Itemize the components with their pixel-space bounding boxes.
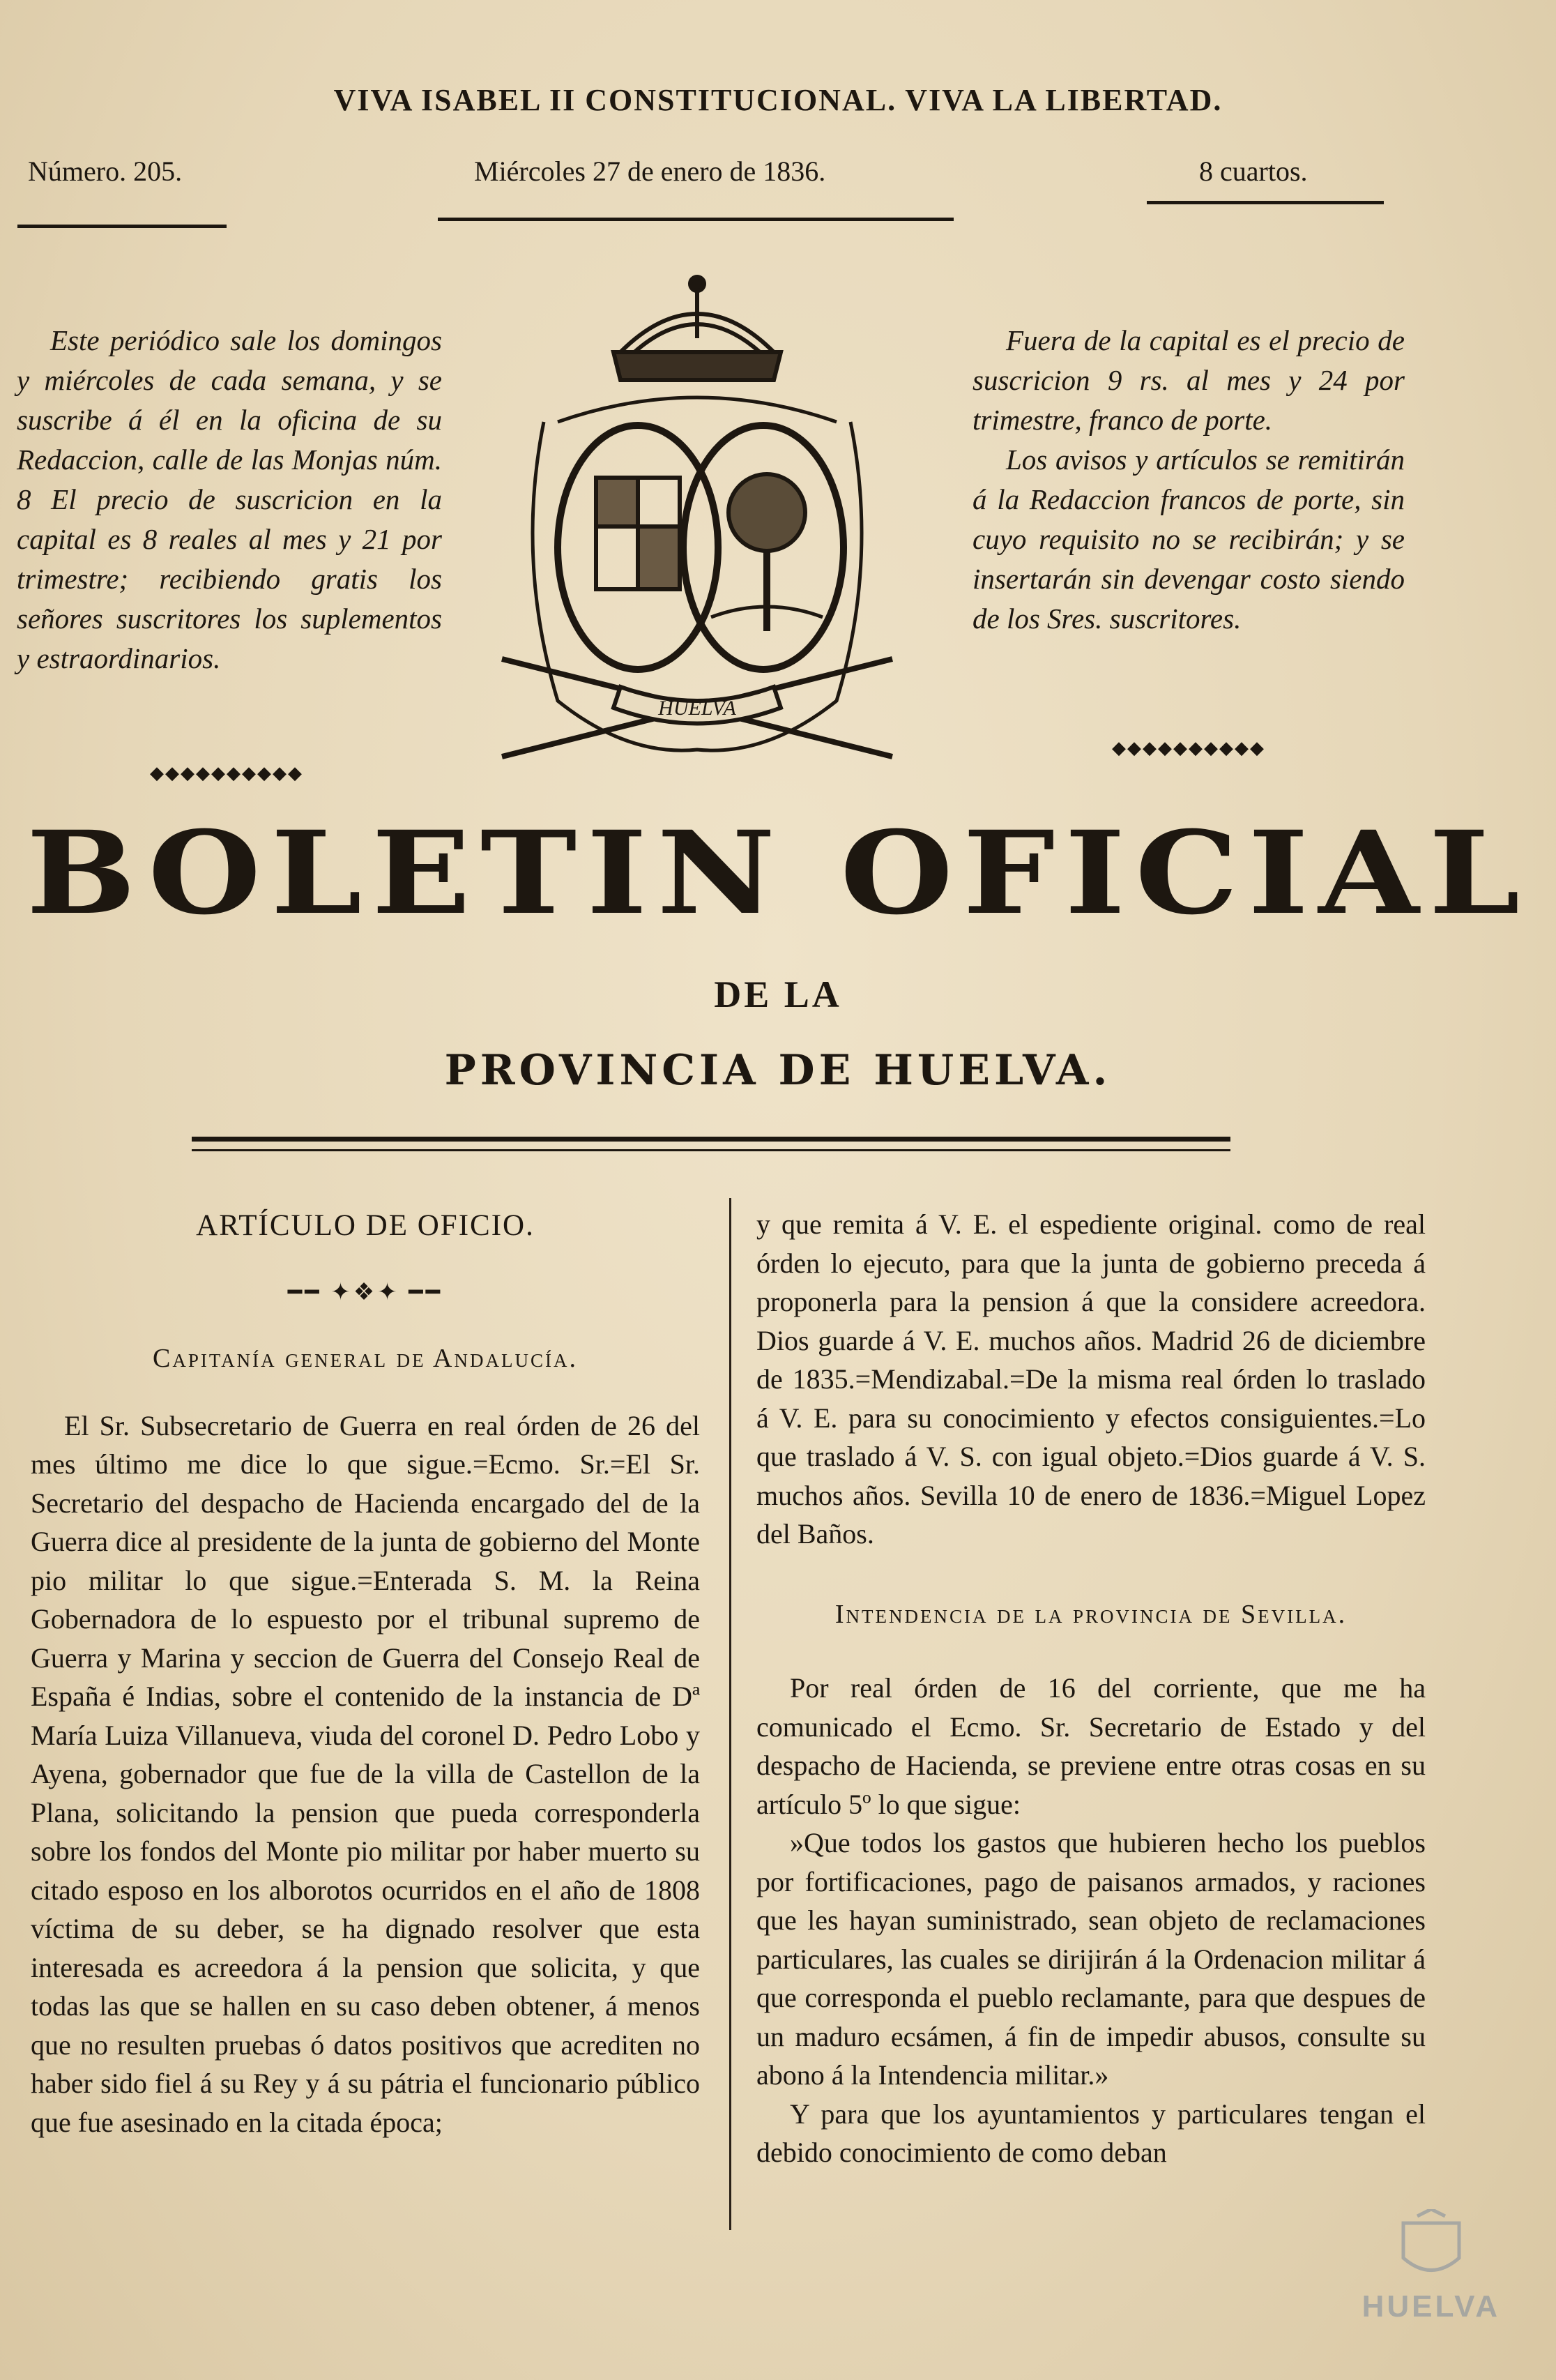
- section-divider: ━━ ✦❖✦ ━━: [287, 1279, 443, 1305]
- right-column-paragraph-3: Y para que los ayuntamientos y particulares tengan el debido conocimiento de como deban: [756, 2098, 1426, 2168]
- watermark-emblem-icon: [1389, 2209, 1473, 2286]
- section-title-oficio: ARTÍCULO DE OFICIO.: [196, 1209, 535, 1242]
- issue-price: 8 cuartos.: [1199, 156, 1308, 187]
- subscription-notice-text: Este periódico sale los domingos y miércoles de cada semana, y se suscribe á él en la oficina de su Redaccion, calle de las Monjas núm. 8 El precio de suscricion en la capital es 8 reales al mes y 21 por trimestre; recibiendo gratis los señores suscritores los suplementos y estraordinarios.: [17, 324, 442, 674]
- pricing-notice-text-2: Los avisos y artículos se remitirán á la Redaccion francos de porte, sin cuyo requisito no se recibirán; y se insertarán sin devengar costo siendo de los Sres. suscritores.: [972, 444, 1405, 635]
- ribbon-label: HUELVA: [658, 697, 736, 720]
- header-rule-center: [438, 218, 954, 221]
- header-rule-right: [1147, 201, 1384, 204]
- subsection-title-intendencia: Intendencia de la provincia de Sevilla.: [834, 1599, 1348, 1629]
- masthead-subtitle: DE LA: [714, 973, 842, 1015]
- masthead-title: BOLETIN OFICIAL: [26, 805, 1530, 940]
- subscription-notice: [17, 321, 442, 679]
- right-column: [756, 1208, 1426, 2172]
- pricing-notice-text-1: Fuera de la capital es el precio de suscricion 9 rs. al mes y 24 por trimestre, franco de porte.: [972, 324, 1405, 436]
- right-column-continuation: y que remita á V. E. el espediente original. como de real órden lo ejecuto, para que la junta de gobierno preceda á proponerla para la pension á que la considere acreedora. Dios guarde á V. E. muchos años. Madrid 26 de diciembre de 1835.=Mendizabal.=De la misma real órden lo traslado á V. E. para su conocimiento y efectos consiguientes.=Lo que traslado á V. S. con igual objeto.=Dios guarde á V. S. muchos años. Sevilla 10 de enero de 1836.=Miguel Lopez del Baños.: [756, 1208, 1426, 1549]
- right-column-paragraph-1: Por real órden de 16 del corriente, que me ha comunicado el Ecmo. Sr. Secretario de Estado y del despacho de Hacienda, se previene entre otras cosas en su artículo 5º lo que sigue:: [756, 1672, 1426, 1820]
- motto: VIVA ISABEL II CONSTITUCIONAL. VIVA LA LIBERTAD.: [333, 83, 1223, 117]
- masthead-rule-thin: [192, 1149, 1230, 1151]
- issue-number: Número. 205.: [28, 156, 183, 187]
- left-column-body: El Sr. Subsecretario de Guerra en real órden de 26 del mes último me dice lo que sigue.=Ecmo. Sr.=El Sr. Secretario del despacho de Hacienda encargado del de la Guerra dice al presidente de la junta de gobierno del Monte pio militar lo que sigue.=Enterada S. M. la Reina Gobernadora de lo espuesto por el tribunal supremo de Guerra y Marina y seccion de Guerra del Consejo Real de España é Indias, sobre el contenido de la instancia de Dª María Luiza Villanueva, viuda del coronel D. Pedro Lobo y Ayena, gobernador que fue de la villa de Castellon de la Plana, solicitando la pension que pueda corresponderla sobre los fondos del Monte pio militar por haber muerto su citado esposo en los alborotos ocurridos en el año de 1808 víctima de su deber, se ha dignado resolver que esta interesada es acreedora á la pension que solicita, y que todas las que se hallen en su caso deben obtener, á menos que no resulten pruebas ó datos positivos que acrediten no haber sido fiel á su Rey y á su pátria el funcionario público que fue asesinado en la citada época;: [31, 1409, 700, 2138]
- left-column: [31, 1209, 700, 2142]
- ornament-right: ◆◆◆◆◆◆◆◆◆◆: [1112, 738, 1265, 758]
- coat-of-arms-icon: [460, 268, 934, 785]
- pricing-notice: [972, 321, 1405, 639]
- subsection-title-capitania: Capitanía general de Andalucía.: [153, 1344, 578, 1373]
- watermark-text: HUELVA: [1362, 2289, 1500, 2324]
- ornament-left: ◆◆◆◆◆◆◆◆◆◆: [150, 763, 303, 783]
- issue-date: Miércoles 27 de enero de 1836.: [474, 156, 826, 187]
- masthead-rule-thick: [192, 1137, 1230, 1142]
- masthead-province: PROVINCIA DE HUELVA.: [444, 1046, 1112, 1095]
- right-column-paragraph-2: »Que todos los gastos que hubieren hecho los pueblos por fortificaciones, pago de paisanos armados, y raciones que les hayan suministrado, sean objeto de reclamaciones particulares, las cuales se dirijirán á la Ordenacion militar á que corresponda el pueblo reclamante, para que despues de un maduro ecsámen, á fin de impedir abusos, consulte su abono á la Intendencia militar.»: [756, 1827, 1426, 2091]
- header-rule-left: [17, 225, 227, 228]
- archive-watermark: [1362, 2209, 1500, 2324]
- column-divider: [729, 1198, 731, 2230]
